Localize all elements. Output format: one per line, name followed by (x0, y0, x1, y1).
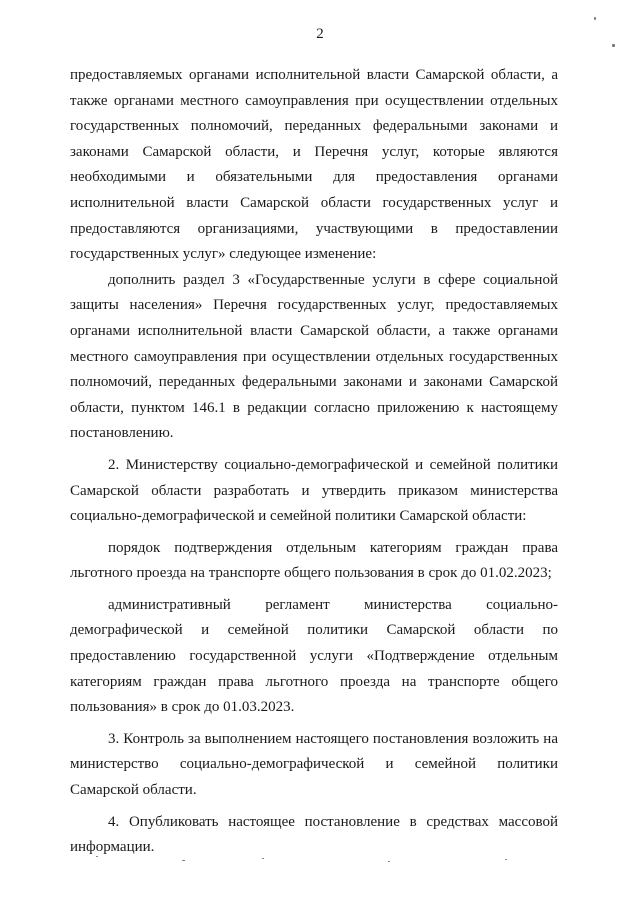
page-number: 2 (316, 26, 324, 42)
paragraph-amendment: дополнить раздел 3 «Государственные услуги в сфере социальной защиты населения» Перечня государственных услуг, предоставляемых органами исполнительной власти Самарской области, а также органами местного самоуправления при осуществлении отдельных государственных полномочий, переданных федеральными законами и законами Самарской области, пунктом 146.1 в редакции согласно приложению к настоящему постановлению. (70, 271, 558, 442)
scan-speck (505, 859, 507, 860)
scan-speck (594, 17, 596, 20)
paragraph-continuation: предоставляемых органами исполнительной власти Самарской области, а также органами местного самоуправления при осуществлении отдельных государственных полномочий, переданных федеральными законами и законами Самарской области, и Перечня услуг, которые являются необходимыми и обязательными для предоставления органами исполнительной власти Самарской области государственных услуг и предоставляются организациями, участвующими в предоставлении государственных услуг» следующее изменение: (70, 67, 558, 263)
scan-speck (612, 44, 615, 47)
paragraph-item-4: 4. Опубликовать настоящее постановление в средствах массовой информации. (70, 813, 558, 856)
paragraph-regulation: административный регламент министерства социально-демографической и семейной политики Самарской области по предоставлению государственной услуги «Подтверждение отдельным категориям граждан права льготного проезда на транспорте общего пользования» в срок до 01.03.2023. (70, 596, 558, 716)
scan-speck (182, 860, 185, 861)
scan-speck (262, 858, 264, 859)
scan-speck (96, 856, 98, 857)
paragraph-item-2: 2. Министерству социально-демографической и семейной политики Самарской области разработать и утвердить приказом министерства социально-демографической и семейной политики Самарской области: (70, 456, 558, 525)
paragraph-item-3: 3. Контроль за выполнением настоящего постановления возложить на министерство социально-демографической и семейной политики Самарской области. (70, 730, 558, 799)
paragraph-procedure: порядок подтверждения отдельным категориям граждан права льготного проезда на транспорте общего пользования в срок до 01.02.2023; (70, 539, 558, 582)
document-body (70, 63, 558, 861)
scan-speck (388, 861, 390, 862)
